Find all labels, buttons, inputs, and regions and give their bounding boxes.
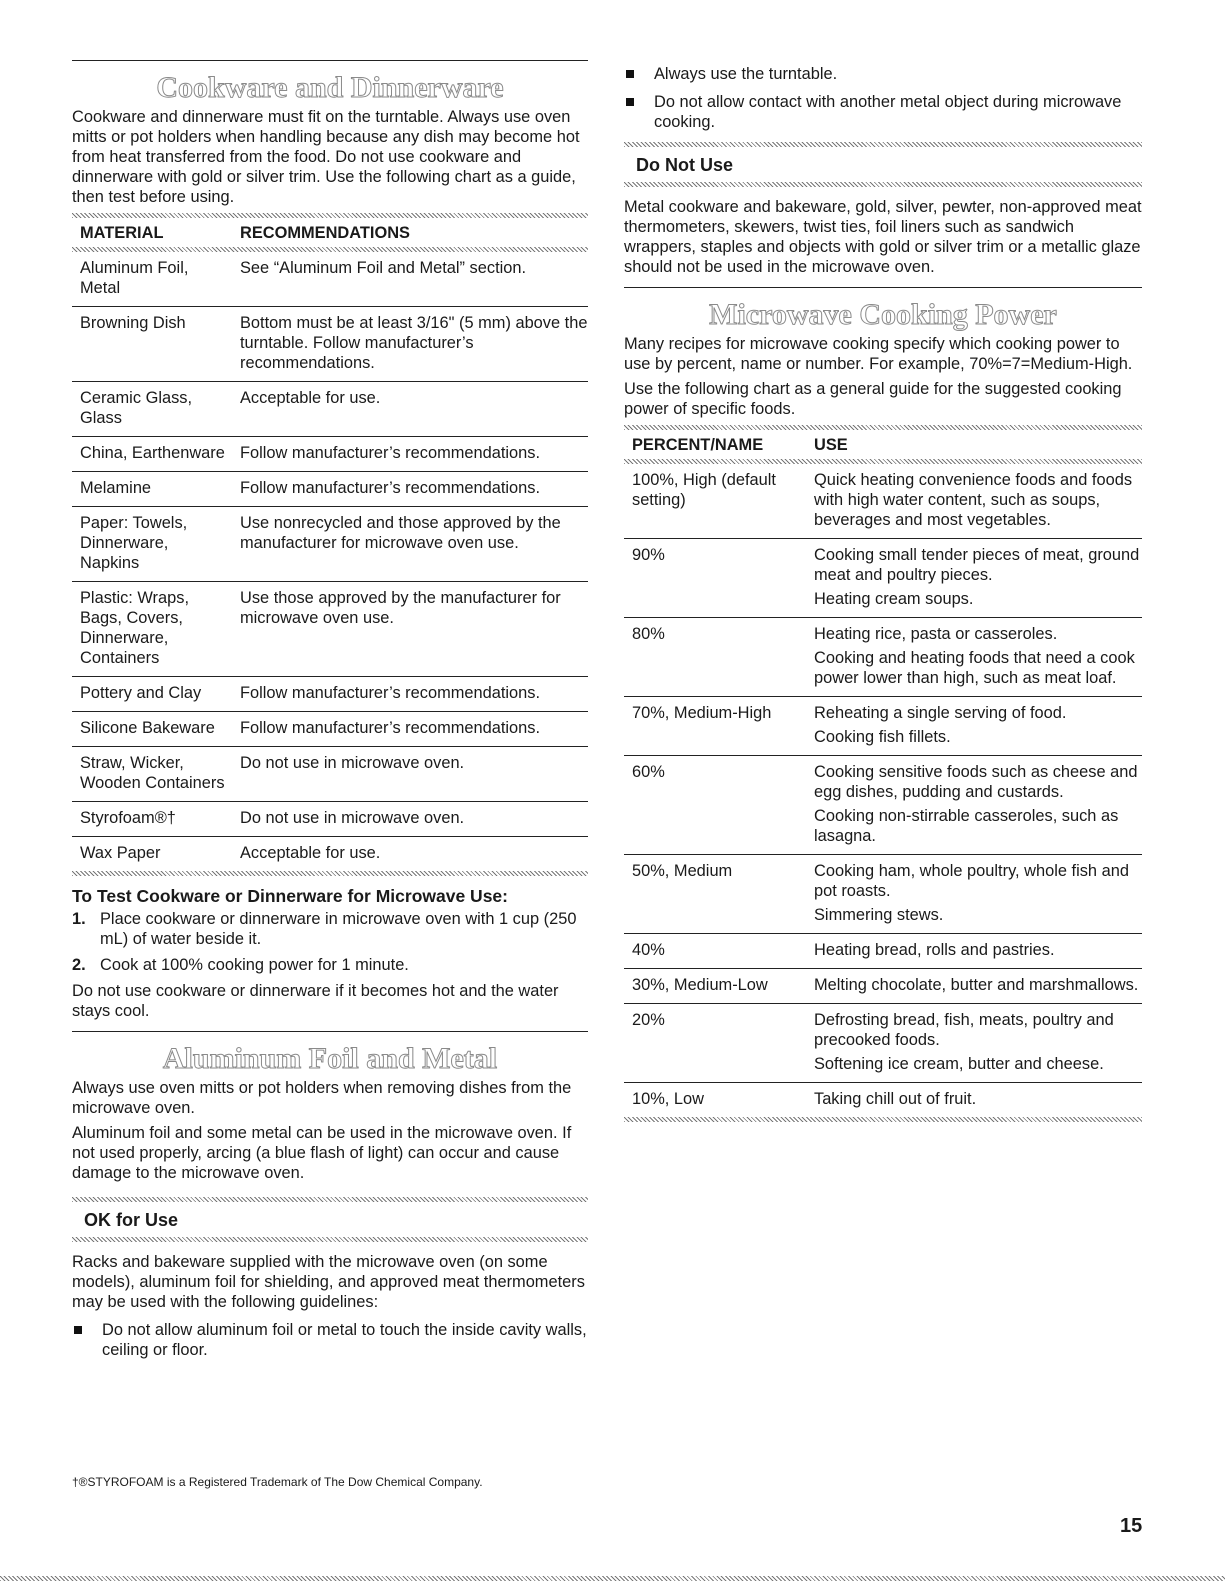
material-cell: Melamine: [72, 472, 232, 507]
hatch-divider: [624, 1117, 1142, 1122]
section-rule: [72, 60, 588, 61]
recommendation-cell: Acceptable for use.: [232, 837, 588, 872]
power-use-cell: [806, 855, 1142, 934]
power-level-cell: 80%: [624, 618, 806, 697]
power-use-cell: [806, 1004, 1142, 1083]
power-use-cell: [806, 697, 1142, 756]
power-para-2: Use the following chart as a general guide for the suggested cooking power of specific foods.: [624, 380, 1122, 418]
foil-title: Aluminum Foil and Metal: [162, 1042, 498, 1075]
ok-heading: OK for Use: [84, 1210, 179, 1230]
power-use-cell: [806, 1083, 1142, 1118]
right-column: [624, 64, 1142, 1122]
use-line: Heating bread, rolls and pastries.: [814, 941, 1055, 959]
test-steps: [72, 909, 588, 975]
list-item: [72, 1320, 588, 1360]
ok-text: Racks and bakeware supplied with the microwave oven (on some models), aluminum foil for shielding, and approved meat thermometers may be used with the following guidelines:: [72, 1253, 585, 1311]
table-row: [72, 712, 588, 747]
table-row: [624, 618, 1142, 697]
cookware-intro: Cookware and dinnerware must fit on the turntable. Always use oven mitts or pot holders when handling because any dish may become hot from heat transferred from the food. Do not use cookware and dinnerware with gold or silver trim. Use the following chart as a guide, then test before using.: [72, 108, 580, 206]
power-para-1: Many recipes for microwave cooking specify which cooking power to use by percent, name or number. For example, 70%=7=Medium-High.: [624, 335, 1133, 373]
cookware-title: Cookware and Dinnerware: [156, 71, 504, 104]
bullet-text: Always use the turntable.: [654, 65, 838, 83]
material-cell: Ceramic Glass, Glass: [72, 382, 232, 437]
page-number: 15: [1120, 1515, 1143, 1537]
table-row: [72, 472, 588, 507]
use-line: Defrosting bread, fish, meats, poultry and precooked foods.: [814, 1011, 1114, 1049]
table-row: [72, 837, 588, 872]
table-row: [72, 677, 588, 712]
material-cell: Plastic: Wraps, Bags, Covers, Dinnerware, Containers: [72, 582, 232, 677]
step-number: 2.: [72, 956, 86, 974]
use-line: Softening ice cream, butter and cheese.: [814, 1055, 1104, 1073]
test-heading: To Test Cookware or Dinnerware for Microwave Use:: [72, 886, 508, 906]
table-row: [624, 697, 1142, 756]
power-table: [624, 430, 1142, 1117]
page-bottom-edge: [0, 1576, 1225, 1581]
recommendation-cell: Use those approved by the manufacturer for microwave oven use.: [232, 582, 588, 677]
table-row: [72, 582, 588, 677]
material-cell: Aluminum Foil, Metal: [80, 259, 189, 297]
list-item: [72, 955, 588, 975]
section-rule: [624, 287, 1142, 288]
table-row: [624, 934, 1142, 969]
table-row: [72, 802, 588, 837]
hatch-divider: [72, 1237, 588, 1242]
hatch-divider: [72, 871, 588, 876]
material-cell: Pottery and Clay: [72, 677, 232, 712]
table-row: [72, 307, 588, 382]
table-row: [72, 252, 588, 307]
bullet-icon: [74, 1326, 82, 1334]
use-line: Cooking small tender pieces of meat, ground meat and poultry pieces.: [814, 546, 1140, 584]
foil-para-2: Aluminum foil and some metal can be used in the microwave oven. If not used properly, arcing (a blue flash of light) can occur and cause damage to the microwave oven.: [72, 1124, 572, 1182]
recommendation-cell: Follow manufacturer’s recommendations.: [232, 677, 588, 712]
power-level-cell: 100%, High (default setting): [632, 471, 776, 509]
use-line: Cooking fish fillets.: [814, 728, 951, 746]
use-line: Cooking sensitive foods such as cheese and egg dishes, pudding and custards.: [814, 763, 1138, 801]
material-cell: China, Earthenware: [72, 437, 232, 472]
power-use-cell: [806, 618, 1142, 697]
recommendation-cell: Use nonrecycled and those approved by the manufacturer for microwave oven use.: [232, 507, 588, 582]
power-level-cell: 40%: [624, 934, 806, 969]
step-text: Place cookware or dinnerware in microwave oven with 1 cup (250 mL) of water beside it.: [100, 910, 577, 948]
bullet-text: Do not allow contact with another metal object during microwave cooking.: [654, 93, 1122, 131]
recommendation-cell: Follow manufacturer’s recommendations.: [232, 437, 588, 472]
donot-text: Metal cookware and bakeware, gold, silver, pewter, non-approved meat thermometers, skewers, twist ties, foil liners such as sandwich wrappers, staples and objects with gold or silver trim or a metallic glaze should not be used in the microwave oven.: [624, 198, 1142, 276]
bullet-icon: [626, 70, 634, 78]
material-cell: Straw, Wicker, Wooden Containers: [72, 747, 232, 802]
table-row: [624, 969, 1142, 1004]
table-row: [72, 507, 588, 582]
power-use-cell: [806, 756, 1142, 855]
material-cell: Wax Paper: [72, 837, 232, 872]
table-row: [624, 756, 1142, 855]
ok-bullets: [72, 1320, 588, 1360]
table-row: [624, 1004, 1142, 1083]
use-line: Cooking ham, whole poultry, whole fish and pot roasts.: [814, 862, 1129, 900]
recommendation-cell: Follow manufacturer’s recommendations.: [232, 472, 588, 507]
foil-para-1: Always use oven mitts or pot holders when removing dishes from the microwave oven.: [72, 1079, 572, 1117]
header-recommendations: RECOMMENDATIONS: [240, 224, 410, 242]
power-level-cell: 90%: [624, 539, 806, 618]
power-level-cell: 70%, Medium-High: [624, 697, 806, 756]
material-cell: Silicone Bakeware: [72, 712, 232, 747]
metal-bullets: [624, 64, 1142, 132]
use-line: Reheating a single serving of food.: [814, 704, 1067, 722]
recommendation-cell: Do not use in microwave oven.: [232, 802, 588, 837]
use-line: Melting chocolate, butter and marshmallows.: [814, 976, 1139, 994]
recommendation-cell: Follow manufacturer’s recommendations.: [232, 712, 588, 747]
bullet-text: Do not allow aluminum foil or metal to touch the inside cavity walls, ceiling or floor.: [102, 1321, 587, 1359]
donot-heading: Do Not Use: [636, 155, 734, 175]
use-line: Cooking non-stirrable casseroles, such as lasagna.: [814, 807, 1119, 845]
table-row: [624, 855, 1142, 934]
power-use-cell: [806, 934, 1142, 969]
footnote: †®STYROFOAM is a Registered Trademark of The Dow Chemical Company.: [72, 1475, 483, 1489]
power-use-cell: [806, 539, 1142, 618]
table-row: [72, 747, 588, 802]
test-note: Do not use cookware or dinnerware if it becomes hot and the water stays cool.: [72, 982, 559, 1020]
list-item: [72, 909, 588, 949]
power-use-cell: [806, 464, 1142, 539]
recommendation-cell: Bottom must be at least 3/16" (5 mm) above the turntable. Follow manufacturer’s recommendations.: [232, 307, 588, 382]
power-level-cell: 50%, Medium: [624, 855, 806, 934]
step-text: Cook at 100% cooking power for 1 minute.: [100, 956, 409, 974]
list-item: [624, 64, 1142, 84]
table-row: [624, 539, 1142, 618]
use-line: Taking chill out of fruit.: [814, 1090, 977, 1108]
recommendation-cell: See “Aluminum Foil and Metal” section.: [240, 259, 527, 277]
step-number: 1.: [72, 910, 86, 928]
power-use-cell: [806, 969, 1142, 1004]
material-cell: Browning Dish: [72, 307, 232, 382]
material-cell: Styrofoam®†: [72, 802, 232, 837]
use-line: Quick heating convenience foods and foods with high water content, such as soups, beverages and most vegetables.: [814, 471, 1133, 529]
power-title: Microwave Cooking Power: [709, 298, 1057, 331]
use-line: Cooking and heating foods that need a cook power lower than high, such as meat loaf.: [814, 649, 1135, 687]
recommendation-cell: Do not use in microwave oven.: [232, 747, 588, 802]
use-line: Simmering stews.: [814, 906, 944, 924]
list-item: [624, 92, 1142, 132]
header-material: MATERIAL: [80, 224, 164, 242]
section-rule: [72, 1031, 588, 1032]
cookware-table: [72, 218, 588, 871]
bullet-icon: [626, 98, 634, 106]
power-level-cell: 60%: [624, 756, 806, 855]
table-row: [72, 437, 588, 472]
use-line: Heating cream soups.: [814, 590, 974, 608]
material-cell: Paper: Towels, Dinnerware, Napkins: [72, 507, 232, 582]
power-level-cell: 20%: [624, 1004, 806, 1083]
power-level-cell: 10%, Low: [624, 1083, 806, 1118]
power-level-cell: 30%, Medium-Low: [624, 969, 806, 1004]
table-row: [624, 464, 1142, 539]
use-line: Heating rice, pasta or casseroles.: [814, 625, 1058, 643]
hatch-divider: [624, 182, 1142, 187]
recommendation-cell: Acceptable for use.: [232, 382, 588, 437]
left-column: [72, 60, 588, 1368]
table-row: [624, 1083, 1142, 1118]
header-use: USE: [814, 436, 848, 454]
table-row: [72, 382, 588, 437]
header-percent-name: PERCENT/NAME: [632, 436, 764, 454]
